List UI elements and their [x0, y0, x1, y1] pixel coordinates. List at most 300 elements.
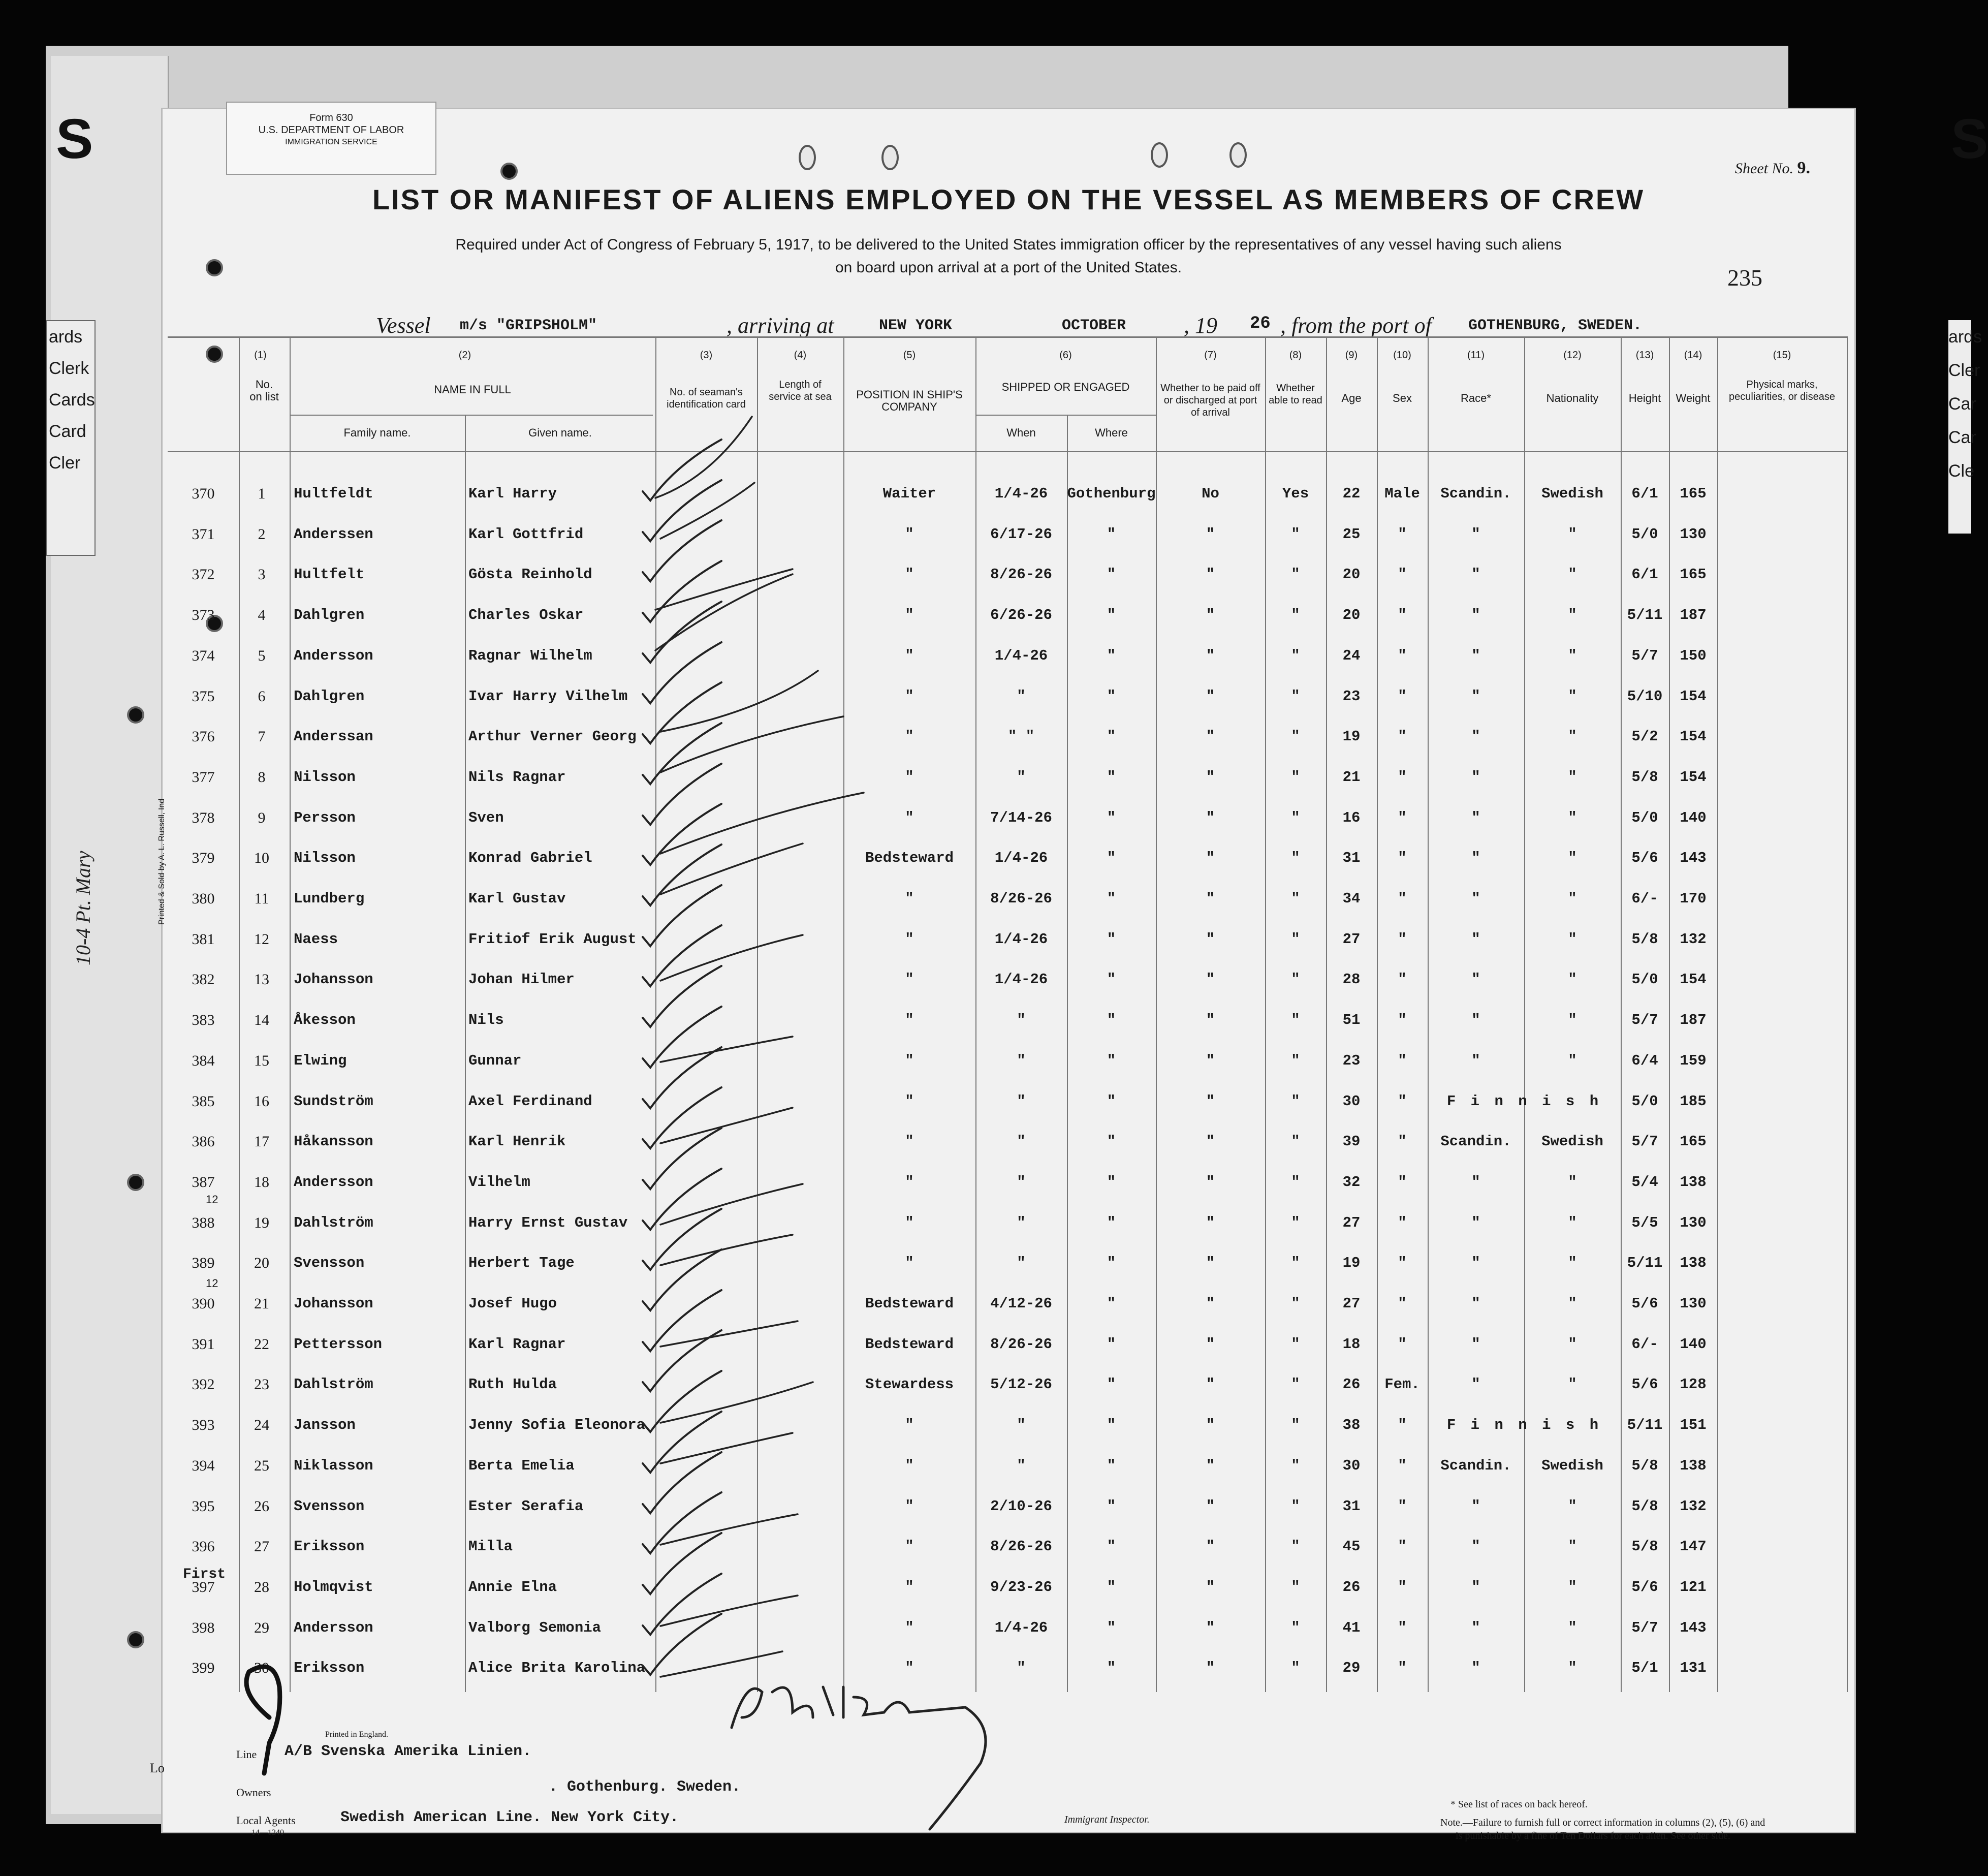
- ink-stroke: [660, 1037, 793, 1062]
- cell-age: 27: [1342, 931, 1361, 948]
- check-mark: [643, 1412, 721, 1473]
- cell-ref-number: 387: [192, 1174, 215, 1191]
- cell-sex: ": [1398, 526, 1407, 543]
- right-sheet-letter: S: [1951, 108, 1988, 170]
- cell-nationality: ": [1568, 890, 1577, 907]
- cell-age: 31: [1342, 1498, 1361, 1515]
- cell-race: ": [1471, 1376, 1480, 1393]
- side-card-line: Car: [1948, 428, 1976, 447]
- cell-ref-number: 379: [192, 850, 215, 866]
- cell-height: 6/-: [1631, 890, 1658, 907]
- cell-row-number: 8: [258, 769, 266, 786]
- cell-age: 38: [1342, 1417, 1361, 1433]
- col-where: Where: [1095, 426, 1128, 439]
- cell-shipped-where: ": [1107, 1052, 1116, 1069]
- cell-weight: 185: [1680, 1093, 1707, 1110]
- cell-nationality: ": [1568, 647, 1577, 664]
- cell-race: ": [1471, 1538, 1480, 1555]
- subtitle-line-1: Required under Act of Congress of February 5, 1917, to be delivered to the United States immigration officer by the representatives of any vessel having such aliens: [455, 236, 1562, 253]
- cell-race: ": [1471, 1336, 1480, 1353]
- cell-weight: 187: [1680, 1012, 1707, 1028]
- cell-position: ": [905, 1012, 914, 1028]
- cell-family-name: Johansson: [294, 1295, 373, 1312]
- cell-shipped-when: ": [1017, 1417, 1026, 1433]
- cell-sex: ": [1398, 1012, 1407, 1028]
- col-num-11: (11): [1467, 350, 1485, 361]
- cell-shipped-where: ": [1107, 769, 1116, 786]
- cell-position: ": [905, 1093, 914, 1110]
- cell-row-number: 20: [254, 1255, 269, 1271]
- cell-shipped-when: 6/26-26: [990, 607, 1052, 623]
- col-num-13: (13): [1635, 350, 1654, 361]
- sheet-number-value: 9.: [1797, 159, 1810, 177]
- cell-weight: 165: [1680, 485, 1707, 502]
- cell-row-number: 15: [254, 1052, 269, 1069]
- circled-number: 12: [206, 1193, 218, 1206]
- cell-family-name: Eriksson: [294, 1660, 365, 1676]
- cell-row-number: 5: [258, 647, 266, 664]
- cell-race: ": [1471, 607, 1480, 623]
- cell-family-name: Nilsson: [294, 769, 356, 786]
- cell-shipped-where: ": [1107, 1579, 1116, 1596]
- ink-stroke: [655, 574, 793, 650]
- cell-height: 6/4: [1631, 1052, 1658, 1069]
- cell-row-number: 19: [254, 1214, 269, 1231]
- cell-race: F i n n i s h: [1446, 1417, 1602, 1433]
- cell-nationality: ": [1568, 526, 1577, 543]
- col-paid-off: Whether to be paid off or discharged at port of arrival: [1160, 383, 1260, 418]
- col-nationality: Nationality: [1546, 392, 1599, 404]
- cell-sex: ": [1398, 769, 1407, 786]
- cell-weight: 165: [1680, 1133, 1707, 1150]
- cell-given-name: Josef Hugo: [468, 1295, 557, 1312]
- cell-shipped-when: 1/4-26: [994, 971, 1048, 988]
- cell-shipped-where: ": [1107, 688, 1116, 705]
- cell-weight: 143: [1680, 850, 1707, 866]
- col-num-9: (9): [1345, 350, 1358, 361]
- cell-paid-off: ": [1206, 931, 1215, 948]
- col-num-7: (7): [1204, 350, 1217, 361]
- cell-age: 23: [1342, 1052, 1361, 1069]
- cell-given-name: Vilhelm: [468, 1174, 530, 1191]
- cell-sex: ": [1398, 971, 1407, 988]
- cell-sex: ": [1398, 809, 1407, 826]
- cell-ref-number: 374: [192, 647, 215, 664]
- cell-family-name: Dahlström: [294, 1376, 373, 1393]
- cell-ref-number: 375: [192, 688, 215, 705]
- cell-nationality: ": [1568, 1498, 1577, 1515]
- cell-able-to-read: ": [1291, 1457, 1300, 1474]
- cell-race: ": [1471, 1619, 1480, 1636]
- cell-paid-off: ": [1206, 1255, 1215, 1271]
- cell-sex: ": [1398, 850, 1407, 866]
- cell-family-name: Andersson: [294, 647, 373, 664]
- cell-shipped-where: ": [1107, 809, 1116, 826]
- cell-row-number: 1: [258, 485, 266, 502]
- check-mark: [643, 1452, 721, 1513]
- cell-position: ": [905, 809, 914, 826]
- cell-shipped-when: ": [1017, 1012, 1026, 1028]
- cell-ref-number: 389: [192, 1255, 215, 1271]
- from-label: , from the port of: [1280, 313, 1432, 338]
- cell-weight: 132: [1680, 1498, 1707, 1515]
- cell-position: ": [905, 1498, 914, 1515]
- cell-shipped-where: ": [1107, 607, 1116, 623]
- cell-race: ": [1471, 1012, 1480, 1028]
- cell-row-number: 4: [258, 607, 266, 623]
- arrival-month: OCTOBER: [1062, 317, 1126, 334]
- cell-height: 5/2: [1631, 728, 1658, 745]
- cell-family-name: Sundström: [294, 1093, 373, 1110]
- cell-weight: 170: [1680, 890, 1707, 907]
- cell-able-to-read: ": [1291, 1336, 1300, 1353]
- cell-able-to-read: ": [1291, 850, 1300, 866]
- check-mark: [643, 1533, 721, 1594]
- col-num-2: (2): [458, 350, 471, 361]
- cell-race: ": [1471, 1214, 1480, 1231]
- check-mark: [643, 561, 721, 622]
- form-number: Form 630: [309, 112, 353, 123]
- col-weight: Weight: [1676, 392, 1711, 404]
- check-mark: [643, 1614, 721, 1675]
- col-num-15: (15): [1773, 350, 1791, 361]
- cell-paid-off: ": [1206, 971, 1215, 988]
- cell-sex: ": [1398, 1619, 1407, 1636]
- cell-race: ": [1471, 1579, 1480, 1596]
- cell-shipped-where: ": [1107, 1295, 1116, 1312]
- cell-nationality: ": [1568, 1295, 1577, 1312]
- cell-race: ": [1471, 1174, 1480, 1191]
- check-mark: [643, 885, 721, 946]
- cell-paid-off: ": [1206, 1619, 1215, 1636]
- cell-position: ": [905, 1579, 914, 1596]
- cell-age: 23: [1342, 688, 1361, 705]
- check-mark: [643, 642, 721, 703]
- cell-shipped-when: 2/10-26: [990, 1498, 1052, 1515]
- cell-family-name: Holmqvist: [294, 1579, 373, 1596]
- cell-ref-number: 386: [192, 1133, 215, 1150]
- cell-able-to-read: Yes: [1282, 485, 1309, 502]
- cell-able-to-read: ": [1291, 566, 1300, 583]
- penalty-note-2: is punishable by a fine of Ten Dollars for each alien. See other side.: [1456, 1830, 1730, 1841]
- cell-position: ": [905, 688, 914, 705]
- cell-nationality: ": [1568, 728, 1577, 745]
- cell-weight: 143: [1680, 1619, 1707, 1636]
- cell-height: 5/7: [1631, 647, 1658, 664]
- cell-given-name: Valborg Semonia: [468, 1619, 602, 1636]
- cell-height: 5/11: [1627, 1255, 1663, 1271]
- cell-age: 24: [1342, 647, 1361, 664]
- margin-handwritten-note: 10-4 Pt. Mary: [72, 851, 94, 965]
- agents-code: 14—1240: [251, 1828, 284, 1837]
- col-age: Age: [1341, 392, 1362, 404]
- cell-position: ": [905, 1255, 914, 1271]
- cell-nationality: ": [1568, 1052, 1577, 1069]
- cell-shipped-when: 1/4-26: [994, 647, 1048, 664]
- cell-shipped-where: ": [1107, 1255, 1116, 1271]
- check-mark: [643, 1087, 721, 1148]
- ink-stroke: [660, 1651, 782, 1677]
- cell-race: Scandin.: [1440, 1133, 1511, 1150]
- col-when: When: [1006, 426, 1036, 439]
- cell-able-to-read: ": [1291, 526, 1300, 543]
- cell-weight: 154: [1680, 971, 1707, 988]
- cell-able-to-read: ": [1291, 1093, 1300, 1110]
- cell-shipped-where: ": [1107, 728, 1116, 745]
- cell-paid-off: ": [1206, 688, 1215, 705]
- col-sex: Sex: [1393, 392, 1412, 404]
- cell-ref-number: 391: [192, 1336, 215, 1353]
- cell-age: 22: [1342, 485, 1361, 502]
- cell-given-name: Milla: [468, 1538, 513, 1555]
- cell-able-to-read: ": [1291, 1660, 1300, 1676]
- check-mark: [643, 440, 721, 501]
- cell-age: 21: [1342, 769, 1361, 786]
- cell-sex: ": [1398, 728, 1407, 745]
- cell-family-name: Andersson: [294, 1174, 373, 1191]
- cell-position: ": [905, 1457, 914, 1474]
- cell-nationality: ": [1568, 1012, 1577, 1028]
- cell-race: ": [1471, 1255, 1480, 1271]
- cell-shipped-when: 7/14-26: [990, 809, 1052, 826]
- cell-position: ": [905, 890, 914, 907]
- cell-shipped-when: 9/23-26: [990, 1579, 1052, 1596]
- cell-shipped-when: 6/17-26: [990, 526, 1052, 543]
- ink-stroke: [660, 671, 818, 732]
- cell-shipped-when: ": [1017, 1457, 1026, 1474]
- cell-sex: ": [1398, 1579, 1407, 1596]
- cell-paid-off: ": [1206, 647, 1215, 664]
- cell-shipped-where: ": [1107, 1538, 1116, 1555]
- check-mark: [643, 1249, 721, 1310]
- cell-height: 5/1: [1631, 1660, 1658, 1676]
- cell-sex: Male: [1384, 485, 1420, 502]
- cell-able-to-read: ": [1291, 1133, 1300, 1150]
- cell-shipped-when: 4/12-26: [990, 1295, 1052, 1312]
- cell-able-to-read: ": [1291, 931, 1300, 948]
- cell-able-to-read: ": [1291, 1538, 1300, 1555]
- cell-family-name: Lundberg: [294, 890, 365, 907]
- cell-paid-off: ": [1206, 1295, 1215, 1312]
- cell-shipped-when: 5/12-26: [990, 1376, 1052, 1393]
- year-suffix: 26: [1250, 314, 1271, 333]
- cell-position: Bedsteward: [865, 1336, 954, 1353]
- cell-shipped-when: ": [1017, 1093, 1026, 1110]
- cell-race: ": [1471, 688, 1480, 705]
- cell-able-to-read: ": [1291, 1376, 1300, 1393]
- cell-height: 5/6: [1631, 1295, 1658, 1312]
- col-num-4: (4): [794, 350, 807, 361]
- cell-race: ": [1471, 566, 1480, 583]
- cell-weight: 187: [1680, 607, 1707, 623]
- cell-shipped-where: ": [1107, 1498, 1116, 1515]
- cell-position: ": [905, 1133, 914, 1150]
- from-port: GOTHENBURG, SWEDEN.: [1468, 317, 1643, 334]
- cell-able-to-read: ": [1291, 809, 1300, 826]
- cell-weight: 159: [1680, 1052, 1707, 1069]
- cell-given-name: Jenny Sofia Eleonora: [468, 1417, 646, 1433]
- cell-family-name: Dahlgren: [294, 607, 365, 623]
- cell-position: ": [905, 1052, 914, 1069]
- cell-row-number: 29: [254, 1619, 269, 1636]
- cell-shipped-when: ": [1017, 1133, 1026, 1150]
- cell-position: ": [905, 931, 914, 948]
- cell-age: 34: [1342, 890, 1361, 907]
- cell-paid-off: ": [1206, 1174, 1215, 1191]
- cell-paid-off: No: [1202, 485, 1219, 502]
- left-sheet-letter: S: [56, 108, 93, 170]
- cell-row-number: 21: [254, 1295, 269, 1312]
- cell-height: 5/0: [1631, 971, 1658, 988]
- cell-height: 6/1: [1631, 566, 1658, 583]
- cell-weight: 154: [1680, 769, 1707, 786]
- cell-able-to-read: ": [1291, 971, 1300, 988]
- cell-height: 5/11: [1627, 1417, 1663, 1433]
- cell-ref-number: 380: [192, 890, 215, 907]
- arriving-label: , arriving at: [727, 313, 834, 338]
- check-mark: [643, 1574, 721, 1635]
- cell-age: 26: [1342, 1579, 1361, 1596]
- cell-sex: ": [1398, 566, 1407, 583]
- cell-nationality: ": [1568, 1660, 1577, 1676]
- cell-position: ": [905, 728, 914, 745]
- cell-given-name: Annie Elna: [468, 1579, 557, 1596]
- cell-height: 5/8: [1631, 931, 1658, 948]
- cell-sex: ": [1398, 1538, 1407, 1555]
- side-card-line: Cler: [1948, 361, 1980, 380]
- cell-family-name: Andersson: [294, 1619, 373, 1636]
- cell-height: 5/7: [1631, 1133, 1658, 1150]
- cell-sex: ": [1398, 1174, 1407, 1191]
- cell-height: 5/8: [1631, 769, 1658, 786]
- cell-shipped-when: " ": [1007, 728, 1035, 745]
- side-card-line: Card: [49, 422, 86, 441]
- cell-weight: 138: [1680, 1174, 1707, 1191]
- cell-ref-number: 399: [192, 1660, 215, 1676]
- cell-sex: ": [1398, 688, 1407, 705]
- cell-paid-off: ": [1206, 1093, 1215, 1110]
- cell-shipped-where: ": [1107, 1417, 1116, 1433]
- cell-family-name: Anderssen: [294, 526, 373, 543]
- cell-age: 39: [1342, 1133, 1361, 1150]
- cell-race: ": [1471, 850, 1480, 866]
- cell-height: 5/7: [1631, 1619, 1658, 1636]
- agents-label: Local Agents: [236, 1814, 296, 1827]
- col-able-read: Whether able to read: [1269, 383, 1322, 406]
- cell-age: 19: [1342, 1255, 1361, 1271]
- side-card-line: Cards: [49, 390, 95, 410]
- col-race: Race*: [1461, 392, 1491, 404]
- cell-paid-off: ": [1206, 1133, 1215, 1150]
- cell-shipped-where: ": [1107, 890, 1116, 907]
- check-mark: [643, 520, 721, 581]
- check-mark: [643, 480, 721, 541]
- cell-age: 16: [1342, 809, 1361, 826]
- cell-sex: ": [1398, 1133, 1407, 1150]
- cell-family-name: Svensson: [294, 1498, 365, 1515]
- cell-shipped-when: 1/4-26: [994, 485, 1048, 502]
- cell-age: 25: [1342, 526, 1361, 543]
- cell-given-name: Charles Oskar: [468, 607, 584, 623]
- cell-able-to-read: ": [1291, 1295, 1300, 1312]
- cell-sex: ": [1398, 1255, 1407, 1271]
- cell-given-name: Ruth Hulda: [468, 1376, 557, 1393]
- cell-nationality: ": [1568, 566, 1577, 583]
- cell-age: 19: [1342, 728, 1361, 745]
- cell-race: ": [1471, 1295, 1480, 1312]
- cell-ref-number: 390: [192, 1295, 215, 1312]
- cell-shipped-when: 8/26-26: [990, 1336, 1052, 1353]
- cell-weight: 128: [1680, 1376, 1707, 1393]
- ink-stroke: [660, 483, 754, 539]
- cell-sex: ": [1398, 1336, 1407, 1353]
- cell-shipped-when: ": [1017, 688, 1026, 705]
- vessel-name: m/s "GRIPSHOLM": [460, 317, 597, 334]
- cell-height: 5/0: [1631, 526, 1658, 543]
- cell-weight: 132: [1680, 931, 1707, 948]
- cell-weight: 138: [1680, 1255, 1707, 1271]
- cell-paid-off: ": [1206, 526, 1215, 543]
- cell-given-name: Gösta Reinhold: [468, 566, 592, 583]
- col-length-service: Length of service at sea: [769, 379, 832, 402]
- cell-family-name: Nilsson: [294, 850, 356, 866]
- cell-row-number: 12: [254, 931, 269, 948]
- cell-family-name: Åkesson: [294, 1012, 356, 1028]
- cell-shipped-where: ": [1107, 526, 1116, 543]
- cell-paid-off: ": [1206, 728, 1215, 745]
- cell-age: 28: [1342, 971, 1361, 988]
- cell-ref-number: 394: [192, 1457, 215, 1474]
- cell-height: 5/10: [1627, 688, 1663, 705]
- check-mark: [643, 1371, 721, 1432]
- cell-row-number: 13: [254, 971, 269, 988]
- page-number: 235: [1727, 265, 1762, 291]
- cell-paid-off: ": [1206, 1457, 1215, 1474]
- col-num-10: (10): [1393, 350, 1411, 361]
- cell-able-to-read: ": [1291, 1619, 1300, 1636]
- col-num-3: (3): [700, 350, 713, 361]
- cell-ref-number: 382: [192, 971, 215, 988]
- cell-row-number: 6: [258, 688, 266, 705]
- ink-stroke: [655, 569, 793, 610]
- cell-nationality: Swedish: [1541, 1133, 1603, 1150]
- cell-race: ": [1471, 1498, 1480, 1515]
- col-no-on-list: No. on list: [249, 378, 279, 403]
- col-height: Height: [1628, 392, 1661, 404]
- circled-number: 12: [206, 1277, 218, 1290]
- ink-stroke: [660, 935, 803, 981]
- cell-row-number: 3: [258, 566, 266, 583]
- cell-shipped-when: ": [1017, 1052, 1026, 1069]
- cell-race: ": [1471, 971, 1480, 988]
- cell-nationality: ": [1568, 1174, 1577, 1191]
- side-card-line: Car: [1948, 394, 1976, 414]
- cell-ref-number: 398: [192, 1619, 215, 1636]
- cell-age: 30: [1342, 1457, 1361, 1474]
- check-mark: [643, 925, 721, 986]
- cell-given-name: Karl Ragnar: [468, 1336, 566, 1353]
- col-id-card: No. of seaman's identification card: [667, 387, 746, 410]
- cell-race: ": [1471, 526, 1480, 543]
- cell-given-name: Karl Henrik: [468, 1133, 566, 1150]
- cell-shipped-where: ": [1107, 1457, 1116, 1474]
- check-mark: [643, 764, 721, 825]
- cell-row-number: 25: [254, 1457, 269, 1474]
- cell-shipped-where: ": [1107, 1133, 1116, 1150]
- cell-shipped-where: ": [1107, 1660, 1116, 1676]
- cell-given-name: Axel Ferdinand: [468, 1093, 592, 1110]
- cell-sex: ": [1398, 1214, 1407, 1231]
